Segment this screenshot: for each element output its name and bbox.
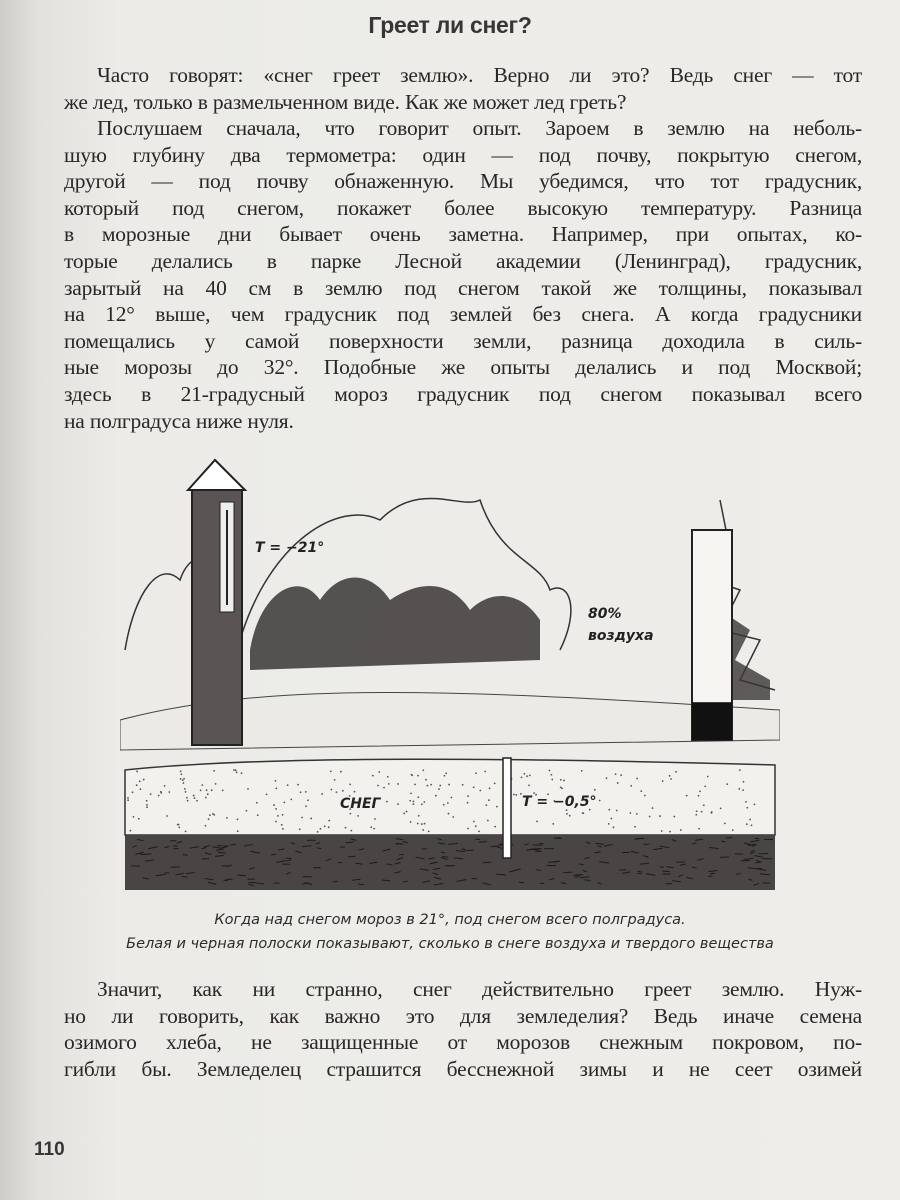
figure-caption-line-2: Белая и черная полоски показывают, сколько в снеге воздуха и твердого вещества — [126, 936, 774, 952]
snow-dot — [475, 772, 477, 774]
snow-dot — [277, 815, 279, 817]
snow-dot — [738, 788, 740, 790]
snow-dot — [478, 830, 480, 832]
soil-hatch — [637, 873, 641, 874]
snow-dot — [370, 826, 372, 828]
snow-dot — [417, 796, 419, 798]
soil-hatch — [271, 854, 276, 855]
snow-dot — [328, 826, 330, 828]
snow-dot — [484, 771, 486, 773]
snow-dot — [200, 789, 202, 791]
snow-dot — [515, 794, 517, 796]
snow-dot — [670, 778, 672, 780]
snow-dot — [185, 791, 187, 793]
snow-dot — [704, 785, 706, 787]
soil-hatch — [483, 862, 492, 863]
snow-dot — [494, 782, 496, 784]
snow-dot — [428, 831, 430, 833]
snow-dot — [133, 816, 135, 818]
page-title: Греет ли снег? — [368, 12, 532, 38]
text-line: на полградуса ниже нуля. — [64, 408, 294, 433]
snow-dot — [383, 787, 385, 789]
snow-dot — [698, 828, 700, 830]
soil-hatch — [662, 871, 670, 872]
snow-dot — [321, 793, 323, 795]
snow-dot — [132, 791, 134, 793]
snow-dot — [425, 779, 427, 781]
snow-dot — [421, 803, 423, 805]
text-line: зарытый на 40 см в землю под снегом такой же толщины, показывал — [64, 275, 862, 300]
snow-dot — [349, 813, 351, 815]
soil-hatch — [165, 873, 170, 874]
snow-dot — [487, 820, 489, 822]
snow-dot — [410, 821, 412, 823]
snow-dot — [397, 783, 399, 785]
snow-dot — [310, 818, 312, 820]
snow-dot — [467, 802, 469, 804]
snow-dot — [345, 827, 347, 829]
thermometer-post — [188, 460, 245, 745]
snow-dot — [494, 826, 496, 828]
snow-dot — [136, 784, 138, 786]
snow-dot — [349, 783, 351, 785]
air-word-label: воздуха — [588, 628, 654, 644]
snow-dot — [582, 812, 584, 814]
snow-dot — [301, 817, 303, 819]
paragraph-3 — [64, 976, 862, 1082]
air-percent-label: 80% — [588, 606, 622, 622]
snow-dot — [215, 783, 217, 785]
text-line: который под снегом, покажет более высокую температуру. Разница — [64, 195, 862, 220]
snow-dot — [266, 794, 268, 796]
snow-dot — [732, 829, 734, 831]
snow-dot — [479, 790, 481, 792]
snow-dot — [617, 782, 619, 784]
snow-dot — [629, 812, 631, 814]
snow-dot — [634, 826, 636, 828]
snow-dot — [561, 787, 563, 789]
snow-dot — [183, 778, 185, 780]
snow-dot — [695, 814, 697, 816]
snow-dot — [703, 804, 705, 806]
snow-dot — [164, 785, 166, 787]
snow-dot — [373, 828, 375, 830]
snow-dot — [397, 803, 399, 805]
snow-dot — [439, 785, 441, 787]
snow-dot — [448, 813, 450, 815]
snow-dot — [386, 801, 388, 803]
snow-dot — [209, 814, 211, 816]
soil-hatch — [441, 852, 445, 853]
snow-dot — [418, 815, 420, 817]
snow-dot — [206, 789, 208, 791]
snow-dot — [350, 830, 352, 832]
snow-dot — [307, 799, 309, 801]
snow-dot — [661, 830, 663, 832]
snow-dot — [140, 788, 142, 790]
snow-dot — [417, 823, 419, 825]
snow-dot — [659, 815, 661, 817]
text-line: другой — под почву обнаженную. Мы убедимся, что тот градусник, — [64, 169, 862, 194]
snow-dot — [417, 775, 419, 777]
snow-dot — [424, 823, 426, 825]
snow-dot — [435, 795, 437, 797]
snow-dot — [406, 811, 408, 813]
snow-dot — [317, 831, 319, 833]
soil-hatch — [563, 872, 572, 873]
snow-dot — [526, 775, 528, 777]
text-line: озимого хлеба, не защищенные от морозов снежным покровом, по- — [64, 1030, 862, 1055]
snow-dot — [290, 798, 292, 800]
soil-hatch — [348, 856, 355, 857]
snow-dot — [184, 788, 186, 790]
snow-dot — [146, 806, 148, 808]
snow-dot — [707, 776, 709, 778]
snow-dot — [340, 771, 342, 773]
snow-dot — [608, 809, 610, 811]
snow-dot — [143, 779, 145, 781]
snow-dot — [409, 800, 411, 802]
snow-dot — [146, 800, 148, 802]
snow-dot — [698, 795, 700, 797]
snow-dot — [560, 779, 562, 781]
snow-dot — [160, 791, 162, 793]
snow-dot — [675, 771, 677, 773]
snow-dot — [751, 824, 753, 826]
snow-dot — [403, 813, 405, 815]
snow-dot — [523, 773, 525, 775]
snow-dot — [529, 774, 531, 776]
snow-dot — [696, 810, 698, 812]
snow-dot — [473, 821, 475, 823]
snow-dot — [287, 784, 289, 786]
snow-dot — [208, 818, 210, 820]
text-line: в морозные дни бывает очень заметна. Например, при опытах, ко- — [64, 222, 862, 247]
snow-dot — [742, 789, 744, 791]
snow-illustration — [120, 440, 780, 910]
snow-dot — [513, 794, 515, 796]
snow-dot — [334, 779, 336, 781]
snow-dot — [640, 790, 642, 792]
snow-dot — [150, 793, 152, 795]
snow-dot — [720, 807, 722, 809]
snow-dot — [549, 770, 551, 772]
snow-dot — [422, 829, 424, 831]
snow-dot — [194, 797, 196, 799]
snow-dot — [528, 784, 530, 786]
snow-dot — [551, 779, 553, 781]
text-line: же лед, только в размельченном виде. Как же может лед греть? — [64, 89, 627, 114]
snow-dot — [186, 797, 188, 799]
snow-dot — [328, 820, 330, 822]
snow-dot — [180, 770, 182, 772]
snow-dot — [354, 791, 356, 793]
soil-hatch — [183, 855, 188, 856]
page-number: 110 — [34, 1139, 65, 1160]
snow-dot — [430, 784, 432, 786]
snow-dot — [422, 769, 424, 771]
snow-dot — [226, 817, 228, 819]
snow-dot — [205, 797, 207, 799]
snow-dot — [739, 769, 741, 771]
snow-dot — [378, 771, 380, 773]
snow-dot — [566, 813, 568, 815]
snow-dot — [699, 790, 701, 792]
snow-dot — [489, 787, 491, 789]
snow-dot — [275, 787, 277, 789]
snow-dot — [178, 827, 180, 829]
snow-dot — [536, 821, 538, 823]
snow-dot — [414, 784, 416, 786]
snow-dot — [412, 803, 414, 805]
snow-dot — [180, 778, 182, 780]
snow-dot — [282, 828, 284, 830]
snow-dot — [330, 789, 332, 791]
soil-hatch — [584, 880, 590, 881]
snow-dot — [413, 800, 415, 802]
text-line: помещались у самой поверхности земли, разница доходила в силь- — [64, 328, 862, 353]
snow-dot — [745, 801, 747, 803]
snow-dot — [669, 775, 671, 777]
snow-dot — [724, 822, 726, 824]
soil-hatch — [516, 869, 521, 870]
snow-dot — [305, 805, 307, 807]
snow-dot — [256, 802, 258, 804]
snow-dot — [211, 789, 213, 791]
snow-dot — [324, 825, 326, 827]
snow-dot — [485, 804, 487, 806]
snow-dot — [569, 815, 571, 817]
snow-dot — [319, 828, 321, 830]
soil-hatch — [317, 848, 321, 849]
snow-dot — [357, 815, 359, 817]
snow-dot — [205, 825, 207, 827]
snow-temperature-label: T = −0,5° — [522, 794, 597, 810]
text-line: Послушаем сначала, что говорит опыт. Зароем в землю на неболь- — [97, 116, 862, 140]
snow-label: СНЕГ — [340, 796, 381, 812]
snow-dot — [388, 783, 390, 785]
paragraph-2 — [64, 115, 862, 434]
snow-dot — [300, 791, 302, 793]
snow-dot — [283, 801, 285, 803]
snow-dot — [445, 772, 447, 774]
snow-dot — [177, 824, 179, 826]
snow-dot — [138, 818, 140, 820]
snow-dot — [496, 806, 498, 808]
soil-hatch — [533, 849, 542, 850]
soil-hatch — [479, 842, 487, 843]
snow-dot — [237, 830, 239, 832]
soil-hatch — [131, 866, 140, 867]
snow-dot — [410, 792, 412, 794]
snow-dot — [305, 791, 307, 793]
snow-dot — [669, 831, 671, 833]
snow-dot — [166, 815, 168, 817]
snow-dot — [127, 799, 129, 801]
soil-hatch — [540, 883, 545, 884]
snow-dot — [182, 779, 184, 781]
snow-dot — [473, 786, 475, 788]
snow-dot — [467, 828, 469, 830]
snow-dot — [644, 795, 646, 797]
snow-layer — [125, 759, 775, 835]
snow-dot — [743, 781, 745, 783]
snow-dot — [673, 816, 675, 818]
snow-dot — [746, 807, 748, 809]
snow-dot — [630, 785, 632, 787]
snow-dot — [686, 795, 688, 797]
snow-dot — [139, 780, 141, 782]
snow-dot — [550, 774, 552, 776]
snow-dot — [282, 814, 284, 816]
snow-dot — [387, 776, 389, 778]
snow-dot — [451, 797, 453, 799]
snow-dot — [620, 774, 622, 776]
text-line: ные морозы до 32°. Подобные же опыты делались и под Москвой; — [64, 355, 862, 380]
text-line: Значит, как ни странно, снег действительно греет землю. Нуж- — [97, 977, 862, 1001]
snow-dot — [443, 804, 445, 806]
soil-hatch — [741, 860, 750, 861]
snow-dot — [342, 790, 344, 792]
snow-dot — [236, 771, 238, 773]
snow-dot — [158, 795, 160, 797]
snow-dot — [636, 778, 638, 780]
snow-dot — [168, 791, 170, 793]
snow-dot — [438, 788, 440, 790]
snow-dot — [475, 825, 477, 827]
snow-dot — [222, 790, 224, 792]
text-line: торые делались в парке Лесной академии (Ленинград), градусник, — [64, 248, 862, 273]
snow-dot — [649, 816, 651, 818]
snow-dot — [711, 812, 713, 814]
snow-dot — [275, 808, 277, 810]
soil-hatch — [755, 838, 760, 839]
snow-dot — [212, 813, 214, 815]
snow-dot — [423, 801, 425, 803]
snow-dot — [754, 804, 756, 806]
snow-dot — [187, 800, 189, 802]
snow-dot — [662, 780, 664, 782]
snow-dot — [467, 795, 469, 797]
snow-dot — [237, 818, 239, 820]
snow-dot — [611, 818, 613, 820]
snow-dot — [581, 770, 583, 772]
snow-dot — [411, 774, 413, 776]
buried-thermometer — [503, 758, 511, 858]
snow-dot — [613, 826, 615, 828]
text-line: Часто говорят: «снег греет землю». Верно ли это? Ведь снег — тот — [97, 63, 862, 87]
soil-hatch — [182, 877, 188, 878]
snow-dot — [246, 810, 248, 812]
snow-dot — [273, 804, 275, 806]
snow-dot — [196, 800, 198, 802]
snow-dot — [652, 807, 654, 809]
snow-dot — [452, 816, 454, 818]
snow-dot — [275, 821, 277, 823]
figure-caption-line-1: Когда над снегом мороз в 21°, под снегом всего полградуса. — [214, 912, 686, 928]
snow-dot — [372, 775, 374, 777]
snow-dot — [606, 777, 608, 779]
snow-dot — [235, 769, 237, 771]
snow-dot — [127, 797, 129, 799]
snow-dot — [701, 811, 703, 813]
snow-dot — [680, 829, 682, 831]
snow-dot — [201, 784, 203, 786]
snow-dot — [257, 814, 259, 816]
snow-dot — [746, 823, 748, 825]
snow-dot — [336, 791, 338, 793]
snow-dot — [608, 823, 610, 825]
snow-dot — [183, 782, 185, 784]
snow-dot — [421, 823, 423, 825]
snow-dot — [130, 830, 132, 832]
snow-dot — [426, 785, 428, 787]
snow-dot — [330, 770, 332, 772]
paragraph-1 — [64, 62, 862, 115]
soil-hatch — [755, 868, 762, 869]
text-line: но ли говорить, как важно это для земледелия? Ведь иначе семена — [64, 1003, 862, 1028]
snow-dot — [299, 828, 301, 830]
text-line: шую глубину два термометра: один — под почву, покрытую снегом, — [64, 142, 862, 167]
snow-dot — [213, 770, 215, 772]
soil-hatch — [286, 858, 292, 859]
text-line: гибли бы. Земледелец страшится бесснежной зимы и не сеет озимей — [64, 1056, 862, 1081]
snow-dot — [180, 773, 182, 775]
snow-dot — [193, 795, 195, 797]
text-line: на 12° выше, чем градусник под землей без снега. А когда градусники — [64, 302, 862, 327]
snow-dot — [207, 793, 209, 795]
snow-dot — [275, 780, 277, 782]
snow-dot — [615, 773, 617, 775]
snow-dot — [749, 819, 751, 821]
snow-dot — [444, 775, 446, 777]
snow-dot — [599, 800, 601, 802]
snow-dot — [297, 784, 299, 786]
snow-dot — [448, 784, 450, 786]
snow-dot — [146, 804, 148, 806]
snow-dot — [241, 772, 243, 774]
text-line: здесь в 21-градусный мороз градусник под снегом показывал всего — [64, 381, 862, 406]
soil-hatch — [554, 838, 561, 839]
snow-dot — [247, 788, 249, 790]
snow-dot — [374, 818, 376, 820]
snow-dot — [185, 831, 187, 833]
snow-dot — [636, 813, 638, 815]
air-temperature-label: T = −21° — [255, 540, 325, 556]
snow-dot — [281, 824, 283, 826]
snow-dot — [136, 771, 138, 773]
snow-dot — [726, 783, 728, 785]
snow-dot — [521, 776, 523, 778]
snow-dot — [563, 780, 565, 782]
air-solid-bar — [692, 530, 732, 740]
snow-dot — [594, 789, 596, 791]
snow-dot — [377, 785, 379, 787]
snow-dot — [233, 769, 235, 771]
snow-dot — [462, 784, 464, 786]
soil-hatch — [202, 859, 209, 860]
snow-dot — [552, 823, 554, 825]
snow-dot — [616, 810, 618, 812]
snow-dot — [447, 802, 449, 804]
snow-dot — [488, 799, 490, 801]
